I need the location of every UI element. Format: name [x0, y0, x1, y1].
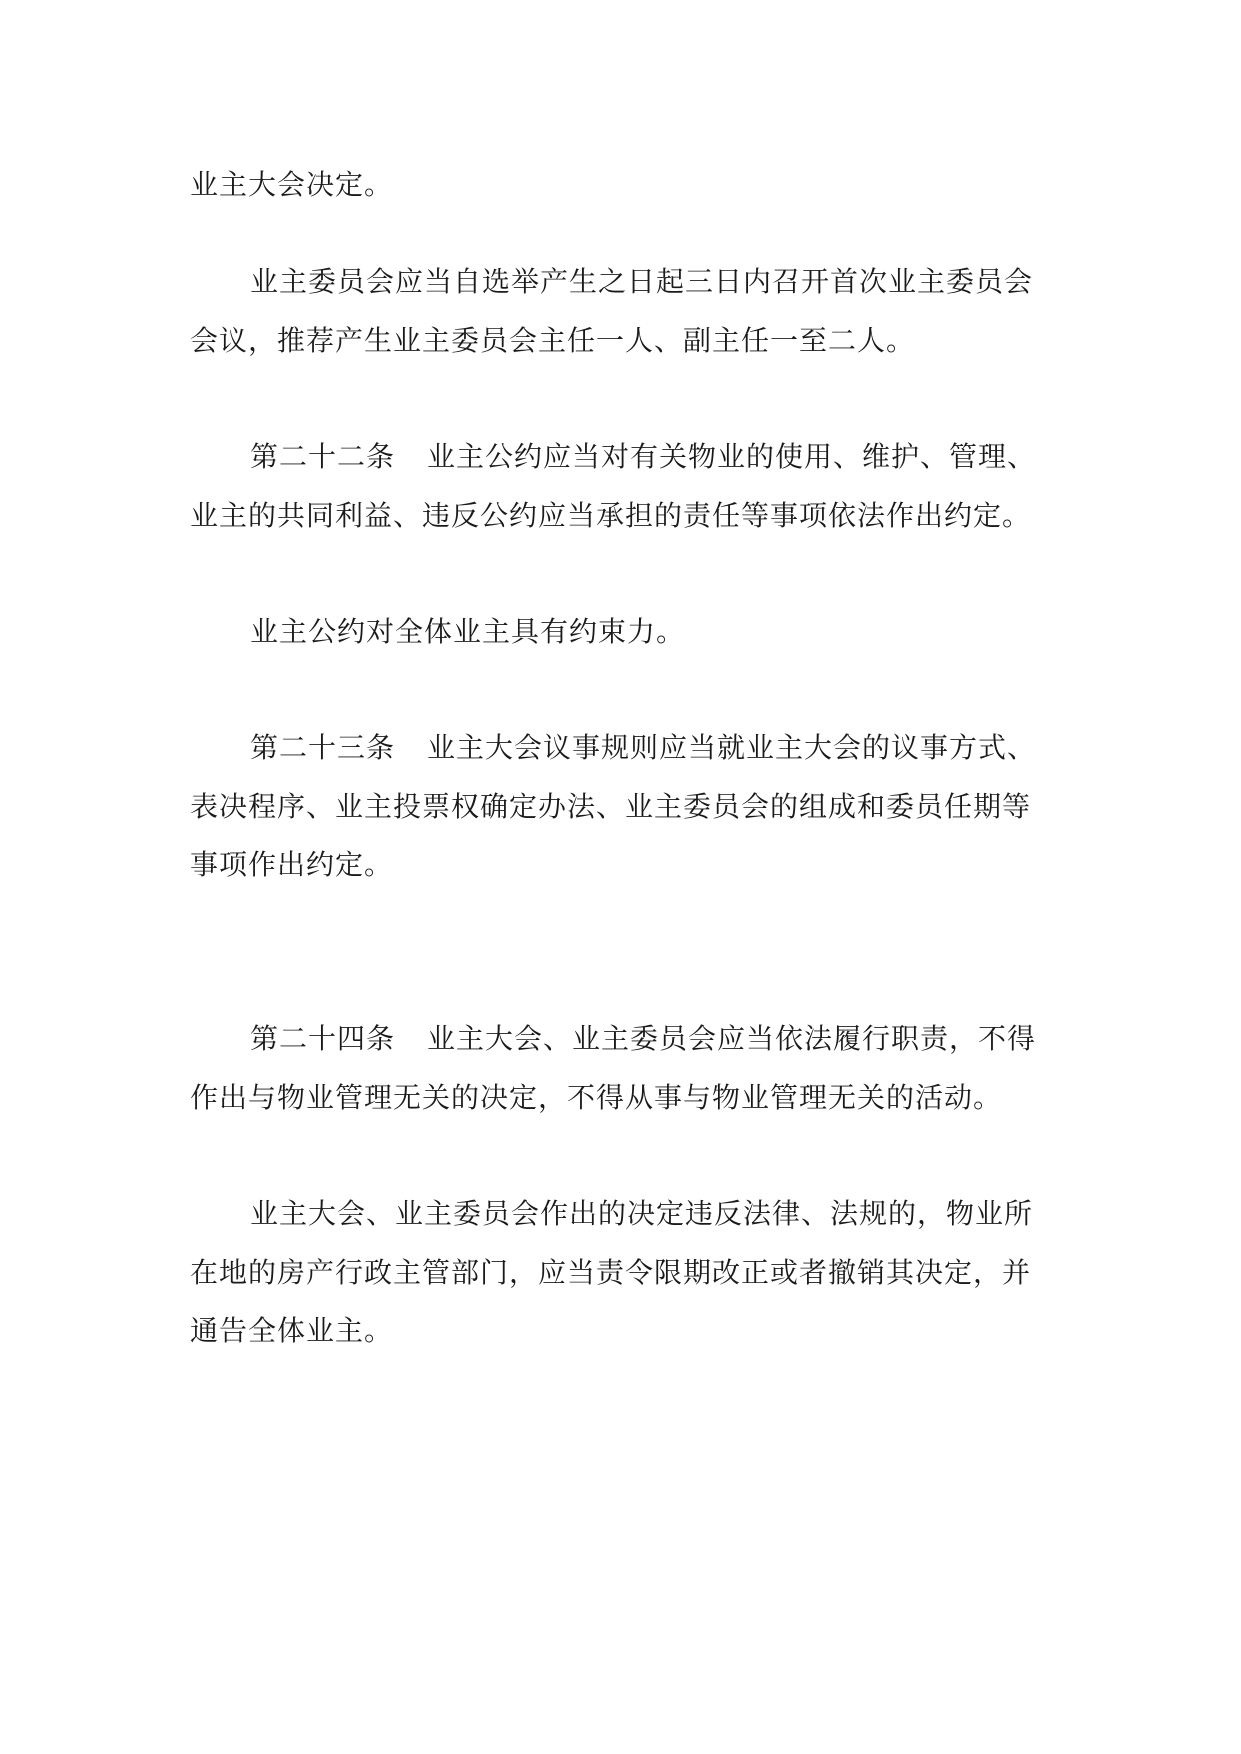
- article-22-heading: 第二十二条: [250, 440, 396, 473]
- paragraph-2-line-1: 业主委员会应当自选举产生之日起三日内召开首次业主委员会: [250, 265, 1034, 298]
- article-23-text: 业主大会议事规则应当就业主大会的议事方式、: [427, 731, 1037, 764]
- paragraph-3-line-1: [250, 437, 1110, 477]
- paragraph-5-line-3: 事项作出约定。: [190, 848, 394, 881]
- paragraph-5-line-2: 表决程序、业主投票权确定办法、业主委员会的组成和委员任期等: [190, 790, 1032, 823]
- article-24-text: 业主大会、业主委员会应当依法履行职责，不得: [427, 1022, 1037, 1055]
- paragraph-6-line-2: 作出与物业管理无关的决定，不得从事与物业管理无关的活动。: [190, 1081, 1003, 1114]
- paragraph-2-line-2: 会议，推荐产生业主委员会主任一人、副主任一至二人。: [190, 324, 916, 357]
- article-22-text: 业主公约应当对有关物业的使用、维护、管理、: [427, 440, 1037, 473]
- article-23-heading: 第二十三条: [250, 731, 396, 764]
- paragraph-7-line-1: 业主大会、业主委员会作出的决定违反法律、法规的，物业所: [250, 1197, 1034, 1230]
- article-24-heading: 第二十四条: [250, 1022, 396, 1055]
- paragraph-3-line-2: 业主的共同利益、违反公约应当承担的责任等事项依法作出约定。: [190, 499, 1032, 532]
- paragraph-7-line-2: 在地的房产行政主管部门，应当责令限期改正或者撤销其决定，并: [190, 1256, 1032, 1289]
- paragraph-4-line-1: 业主公约对全体业主具有约束力。: [250, 615, 686, 648]
- paragraph-6-line-1: [250, 1019, 1110, 1059]
- paragraph-1-line-1: 业主大会决定。: [190, 168, 394, 201]
- paragraph-5-line-1: [250, 728, 1110, 768]
- paragraph-7-line-3: 通告全体业主。: [190, 1314, 394, 1347]
